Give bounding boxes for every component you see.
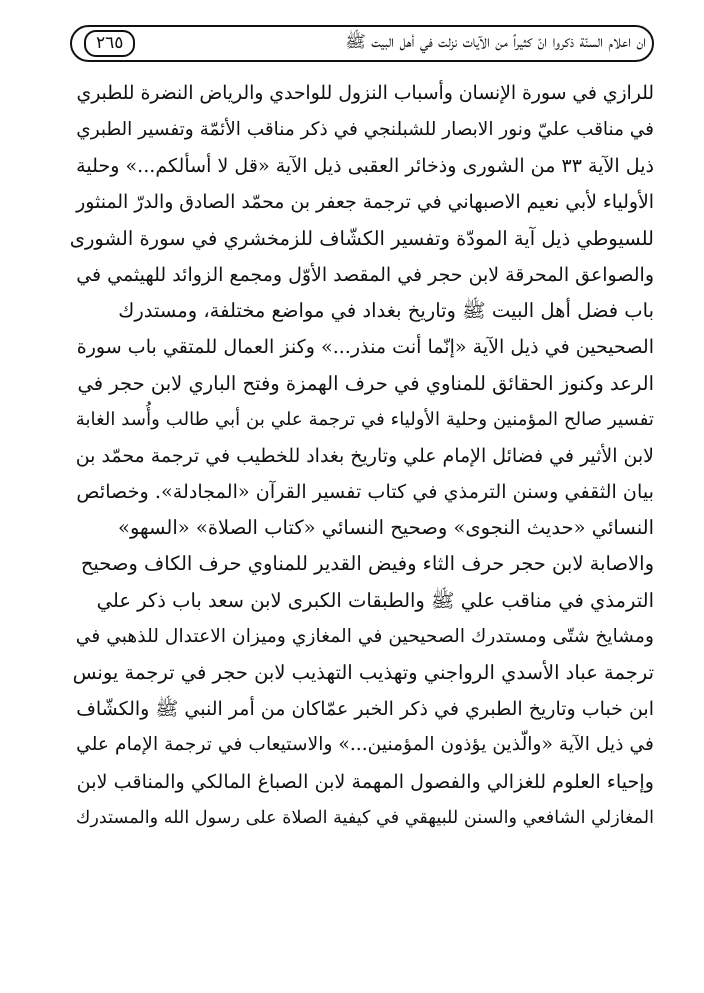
text-line: ترجمة عباد الأسدي الرواجني وتهذيب التهذيب لابن حجر في ترجمة يونس bbox=[72, 661, 654, 684]
text-line: باب فضل أهل البيت ﷺ وتاريخ بغداد في مواضع مختلفة، ومستدرك bbox=[118, 299, 654, 323]
text-line: والاصابة لابن حجر حرف الثاء وفيض القدير للمناوي حرف الكاف وصحيح bbox=[80, 552, 654, 576]
text-line: ومشايخ شتّى ومستدرك الصحيحين في المغازي وميزان الاعتدال للذهبي في bbox=[75, 625, 654, 647]
header-title: ان اعلام السنّة ذكروا انّ كثيراً من الآيات نزلت في أهل البيت ﷺ bbox=[345, 32, 646, 52]
text-line: والصواعق المحرقة لابن حجر في المقصد الأوّل ومجمع الزوائد للهيثمي في bbox=[76, 263, 654, 286]
body-text bbox=[70, 76, 654, 836]
text-line: الرعد وكنوز الحقائق للمناوي في حرف الهمزة وفتح الباري لابن حجر في bbox=[77, 371, 654, 395]
text-line: وإحياء العلوم للغزالي والفصول المهمة لابن الصباغ المالكي والمناقب لابن bbox=[76, 769, 654, 793]
text-line: الصحيحين في ذيل الآية «إنّما أنت منذر...» وكنز العمال للمتقي باب سورة bbox=[76, 336, 654, 359]
text-line: ابن خباب وتاريخ الطبري في ذكر الخبر عمّاكان من أمر النبي ﷺ والكشّاف bbox=[76, 698, 654, 721]
text-line: للسيوطي ذيل آية المودّة وتفسير الكشّاف للزمخشري في سورة الشورى bbox=[69, 226, 654, 250]
running-header bbox=[70, 25, 654, 62]
text-line: تفسير صالح المؤمنين وحلية الأولياء في ترجمة علي بن أبي طالب وأُسد الغابة bbox=[75, 408, 654, 430]
text-line: لابن الأثير في فضائل الإمام علي وتاريخ بغداد للخطيب في ترجمة محمّد بن bbox=[75, 444, 654, 467]
text-line: في ذيل الآية «والّذين يؤذون المؤمنين...» والاستيعاب في ترجمة الإمام علي bbox=[76, 734, 654, 756]
text-line: للرازي في سورة الإنسان وأسباب النزول للواحدي والرياض النضرة للطبري bbox=[76, 83, 654, 104]
text-line: الترمذي في مناقب علي ﷺ والطبقات الكبرى لابن سعد باب ذكر علي bbox=[96, 588, 654, 612]
text-line: في مناقب عليّ ونور الابصار للشبلنجي في ذكر مناقب الأئمّة وتفسير الطبري bbox=[76, 119, 654, 141]
text-line: النسائي «حديث النجوى» وصحيح النسائي «كتاب الصلاة» «السهو» bbox=[118, 516, 654, 540]
text-line: ذيل الآية ٣٣ من الشورى وذخائر العقبى ذيل الآية «قل لا أسألكم...» وحلية bbox=[76, 155, 654, 178]
text-line: الأولياء لأبي نعيم الاصبهاني في ترجمة جعفر بن محمّد الصادق والدرّ المنثور bbox=[76, 191, 654, 213]
page-number: ٢٦٥ bbox=[84, 30, 135, 57]
text-line: بيان الثقفي وسنن الترمذي في كتاب تفسير القرآن «المجادلة». وخصائص bbox=[76, 480, 654, 504]
text-line: المغازلي الشافعي والسنن للبيهقي في كيفية الصلاة على رسول الله والمستدرك bbox=[75, 807, 654, 828]
